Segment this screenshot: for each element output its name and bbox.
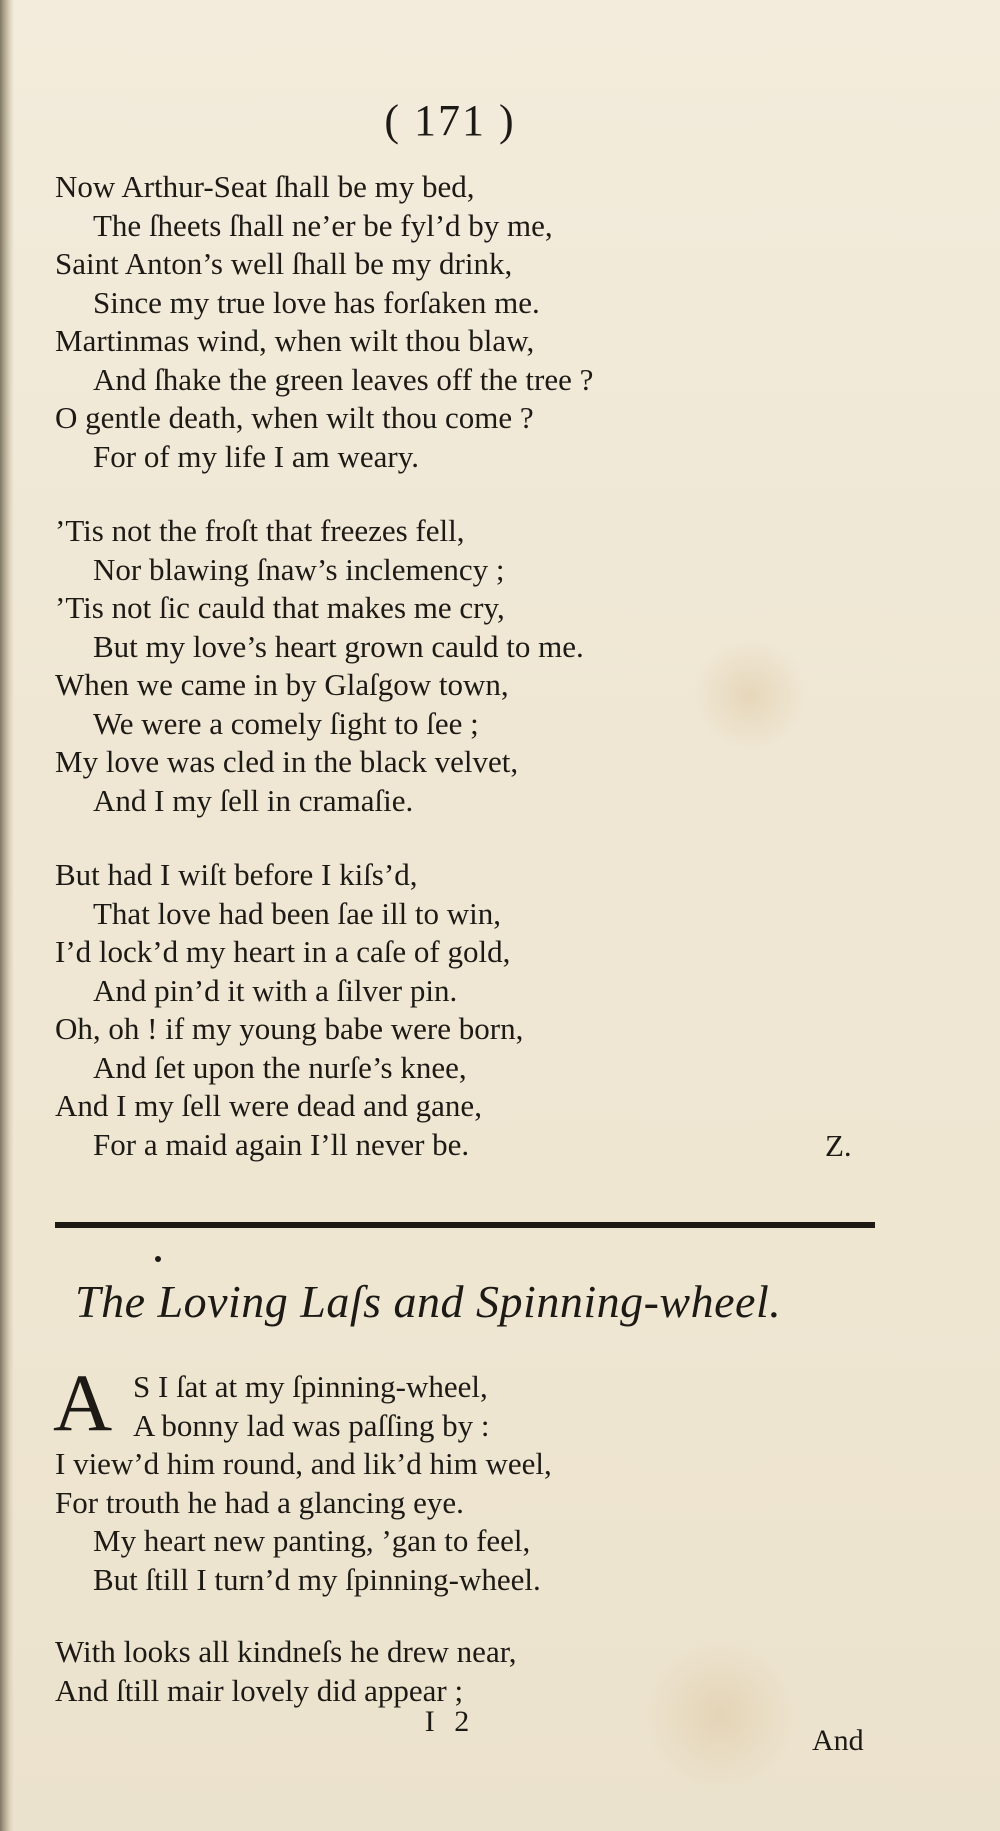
drop-cap: A	[53, 1357, 113, 1448]
verse-line: When we came in by Glaſgow town,	[55, 667, 509, 702]
verse-line: But had I wiſt before I kiſs’d,	[55, 857, 418, 892]
verse-line: Oh, oh ! if my young babe were born,	[55, 1011, 524, 1046]
signature-mark: I 2	[424, 1705, 476, 1738]
verse-line: And ſhake the green leaves off the tree ?	[93, 361, 594, 397]
verse-line: But my love’s heart grown cauld to me.	[93, 628, 584, 664]
verse-line: O gentle death, when wilt thou come ?	[55, 400, 534, 435]
verse-line: And ſet upon the nurſe’s knee,	[93, 1049, 467, 1085]
verse-line: For trouth he had a glancing eye.	[55, 1484, 464, 1520]
song-stanza-2	[55, 1633, 875, 1710]
stanza-3	[55, 856, 875, 1164]
verse-line: We were a comely ſight to ſee ;	[93, 705, 479, 741]
verse-line: And pin’d it with a ſilver pin.	[93, 972, 458, 1008]
author-signature: Z.	[825, 1128, 852, 1163]
verse-line: Since my true love has forſaken me.	[93, 284, 540, 320]
verse-line: The ſheets ſhall ne’er be fyl’d by me,	[93, 207, 553, 243]
verse-line: For of my life I am weary.	[93, 438, 419, 474]
divider-dot	[155, 1256, 161, 1262]
verse-line: Martinmas wind, when wilt thou blaw,	[55, 323, 535, 358]
verse-line: Now Arthur-Seat ſhall be my bed,	[55, 169, 475, 204]
verse-line: With looks all kindneſs he drew near,	[55, 1634, 517, 1669]
verse-line: But ſtill I turn’d my ſpinning-wheel.	[93, 1561, 541, 1597]
verse-line: A bonny lad was paſſing by :	[133, 1407, 490, 1443]
verse-line: I view’d him round, and lik’d him weel,	[55, 1446, 552, 1481]
verse-line: That love had been ſae ill to win,	[93, 895, 502, 931]
verse-line: For a maid again I’ll never be.	[93, 1126, 470, 1162]
verse-line: My love was cled in the black velvet,	[55, 744, 519, 779]
stanza-2	[55, 512, 875, 820]
verse-line: I’d lock’d my heart in a caſe of gold,	[55, 934, 511, 969]
section-divider	[55, 1222, 875, 1228]
catchword: And	[812, 1724, 864, 1757]
stanza-1	[55, 168, 875, 476]
binding-edge	[0, 0, 14, 1831]
verse-line: Nor blawing ſnaw’s inclemency ;	[93, 551, 505, 587]
verse-line: S I ſat at my ſpinning-wheel,	[133, 1369, 488, 1404]
song-stanza-1	[55, 1368, 875, 1599]
verse-line: And ſtill mair lovely did appear ;	[55, 1672, 464, 1708]
song-title: The Loving Laſs and Spinning-wheel.	[75, 1276, 782, 1327]
verse-line: My heart new panting, ’gan to feel,	[93, 1523, 531, 1558]
verse-line: ’Tis not the froſt that freezes fell,	[55, 513, 465, 548]
verse-line: ’Tis not ſic cauld that makes me cry,	[55, 590, 505, 625]
page-number: ( 171 )	[384, 96, 516, 145]
verse-line: Saint Anton’s well ſhall be my drink,	[55, 246, 513, 281]
verse-line: And I my ſell in cramaſie.	[93, 782, 414, 818]
verse-line: And I my ſell were dead and gane,	[55, 1088, 482, 1123]
